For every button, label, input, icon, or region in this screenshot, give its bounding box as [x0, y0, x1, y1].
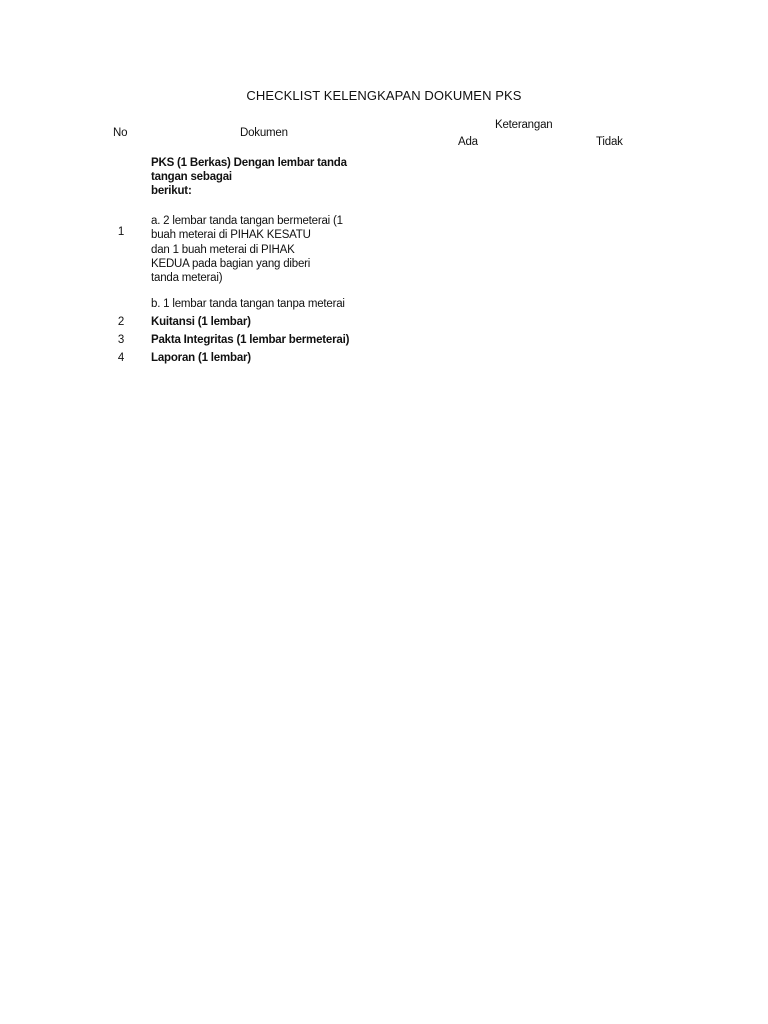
row-1-intro-line: berikut:: [151, 185, 192, 197]
row-1-sub-a-line: KEDUA pada bagian yang diberi: [151, 258, 311, 270]
row-1-intro-line: tangan sebagai: [151, 171, 232, 183]
header-ada: Ada: [458, 136, 478, 148]
row-document: Kuitansi (1 lembar): [151, 316, 251, 328]
header-keterangan: Keterangan: [495, 119, 553, 131]
row-1-sub-a-line: buah meterai di PIHAK KESATU: [151, 229, 311, 241]
header-dokumen: Dokumen: [240, 127, 288, 139]
row-document: Pakta Integritas (1 lembar bermeterai): [151, 334, 350, 346]
row-document: Laporan (1 lembar): [151, 352, 251, 364]
row-number: 1: [117, 226, 125, 238]
header-no: No: [113, 127, 128, 139]
row-number: 3: [117, 334, 125, 346]
row-1-sub-a-line: dan 1 buah meterai di PIHAK: [151, 244, 295, 256]
row-1-sub-b: b. 1 lembar tanda tangan tanpa meterai: [151, 298, 345, 310]
row-1-intro-line: PKS (1 Berkas) Dengan lembar tanda: [151, 157, 347, 169]
row-number: 2: [117, 316, 125, 328]
row-1-sub-a-line: tanda meterai): [151, 272, 223, 284]
page-title: CHECKLIST KELENGKAPAN DOKUMEN PKS: [246, 88, 522, 103]
row-number: 4: [117, 352, 125, 364]
header-tidak: Tidak: [596, 136, 623, 148]
row-1-sub-a-line: a. 2 lembar tanda tangan bermeterai (1: [151, 215, 343, 227]
